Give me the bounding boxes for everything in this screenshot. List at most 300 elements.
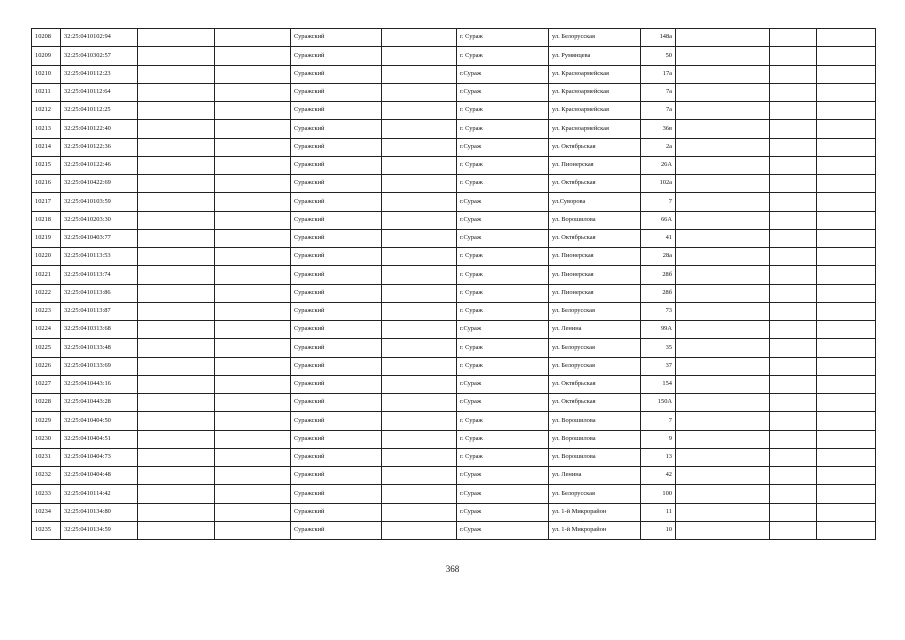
cell-district: Суражский: [291, 102, 382, 120]
cell-street: ул. Пионерская: [549, 266, 641, 284]
cell-empty-col-3: [138, 485, 215, 503]
cell-empty-col-10: [676, 412, 770, 430]
cell-empty-col-10: [676, 467, 770, 485]
cell-locality: г.Сураж: [457, 375, 549, 393]
cell-locality: г. Сураж: [457, 412, 549, 430]
cell-house-number: 11: [641, 503, 676, 521]
cell-street: ул. Пионерская: [549, 284, 641, 302]
table-row: [32, 175, 876, 193]
property-register-table: [31, 28, 876, 540]
cell-house-number: 7а: [641, 83, 676, 101]
table-row: [32, 29, 876, 47]
cell-empty-col-10: [676, 29, 770, 47]
cell-empty-col-11: [770, 467, 817, 485]
cell-district: Суражский: [291, 229, 382, 247]
cell-empty-col-3: [138, 138, 215, 156]
cell-empty-col-11: [770, 521, 817, 539]
cell-empty-col-12: [817, 156, 876, 174]
cell-empty-col-3: [138, 193, 215, 211]
cell-empty-col-6: [382, 47, 457, 65]
cell-district: Суражский: [291, 193, 382, 211]
cell-district: Суражский: [291, 65, 382, 83]
table-row: [32, 156, 876, 174]
cell-district: Суражский: [291, 430, 382, 448]
cell-empty-col-12: [817, 394, 876, 412]
cell-district: Суражский: [291, 284, 382, 302]
cell-empty-col-4: [215, 521, 291, 539]
table-row: [32, 83, 876, 101]
cell-record-number: 10230: [32, 430, 61, 448]
cell-street: ул. Красноармейская: [549, 83, 641, 101]
cell-empty-col-10: [676, 394, 770, 412]
cell-empty-col-3: [138, 229, 215, 247]
cell-house-number: 73: [641, 302, 676, 320]
cell-empty-col-6: [382, 248, 457, 266]
cell-empty-col-12: [817, 284, 876, 302]
cell-district: Суражский: [291, 248, 382, 266]
cell-district: Суражский: [291, 120, 382, 138]
cell-record-number: 10212: [32, 102, 61, 120]
cell-record-number: 10235: [32, 521, 61, 539]
cell-house-number: 26А: [641, 156, 676, 174]
cell-empty-col-12: [817, 211, 876, 229]
cell-cadastral-number: 32:25:0410122:46: [61, 156, 138, 174]
cell-cadastral-number: 32:25:0410113:74: [61, 266, 138, 284]
cell-empty-col-6: [382, 229, 457, 247]
cell-cadastral-number: 32:25:0410102:94: [61, 29, 138, 47]
cell-empty-col-6: [382, 430, 457, 448]
cell-empty-col-3: [138, 394, 215, 412]
table-row: [32, 229, 876, 247]
cell-empty-col-12: [817, 120, 876, 138]
cell-cadastral-number: 32:25:0410404:50: [61, 412, 138, 430]
cell-locality: г. Сураж: [457, 430, 549, 448]
cell-record-number: 10233: [32, 485, 61, 503]
cell-cadastral-number: 32:25:0410302:57: [61, 47, 138, 65]
cell-house-number: 50: [641, 47, 676, 65]
cell-record-number: 10223: [32, 302, 61, 320]
cell-street: ул. Белорусская: [549, 357, 641, 375]
cell-empty-col-11: [770, 375, 817, 393]
cell-empty-col-4: [215, 485, 291, 503]
cell-empty-col-6: [382, 394, 457, 412]
cell-street: ул. Ворошилова: [549, 412, 641, 430]
cell-district: Суражский: [291, 521, 382, 539]
cell-district: Суражский: [291, 467, 382, 485]
cell-cadastral-number: 32:25:0410112:23: [61, 65, 138, 83]
cell-locality: г.Сураж: [457, 485, 549, 503]
cell-empty-col-4: [215, 503, 291, 521]
cell-empty-col-4: [215, 467, 291, 485]
cell-locality: г.Сураж: [457, 83, 549, 101]
cell-empty-col-4: [215, 248, 291, 266]
cell-empty-col-11: [770, 229, 817, 247]
cell-house-number: 102а: [641, 175, 676, 193]
cell-empty-col-3: [138, 156, 215, 174]
cell-empty-col-12: [817, 302, 876, 320]
cell-empty-col-10: [676, 339, 770, 357]
cell-empty-col-11: [770, 193, 817, 211]
cell-empty-col-11: [770, 302, 817, 320]
cell-street: ул. 1-й Микрорайон: [549, 503, 641, 521]
cell-empty-col-12: [817, 65, 876, 83]
cell-cadastral-number: 32:25:0410113:87: [61, 302, 138, 320]
cell-house-number: 154: [641, 375, 676, 393]
cell-locality: г. Сураж: [457, 248, 549, 266]
cell-district: Суражский: [291, 321, 382, 339]
cell-record-number: 10210: [32, 65, 61, 83]
cell-empty-col-12: [817, 248, 876, 266]
cell-empty-col-11: [770, 357, 817, 375]
table-row: [32, 339, 876, 357]
cell-empty-col-12: [817, 430, 876, 448]
cell-locality: г. Сураж: [457, 302, 549, 320]
cell-street: ул. Красноармейская: [549, 102, 641, 120]
cell-empty-col-3: [138, 448, 215, 466]
cell-empty-col-4: [215, 339, 291, 357]
cell-empty-col-12: [817, 266, 876, 284]
cell-empty-col-3: [138, 339, 215, 357]
cell-street: ул. Красноармейская: [549, 65, 641, 83]
cell-cadastral-number: 32:25:0410122:40: [61, 120, 138, 138]
cell-cadastral-number: 32:25:0410443:28: [61, 394, 138, 412]
cell-house-number: 66А: [641, 211, 676, 229]
cell-empty-col-12: [817, 503, 876, 521]
cell-empty-col-11: [770, 175, 817, 193]
cell-empty-col-12: [817, 485, 876, 503]
cell-house-number: 148а: [641, 29, 676, 47]
cell-street: ул. Белорусская: [549, 485, 641, 503]
cell-empty-col-4: [215, 394, 291, 412]
cell-empty-col-12: [817, 521, 876, 539]
cell-locality: г.Сураж: [457, 467, 549, 485]
cell-cadastral-number: 32:25:0410133:48: [61, 339, 138, 357]
cell-empty-col-10: [676, 193, 770, 211]
cell-house-number: 100: [641, 485, 676, 503]
cell-empty-col-4: [215, 47, 291, 65]
cell-empty-col-10: [676, 83, 770, 101]
cell-record-number: 10208: [32, 29, 61, 47]
cell-cadastral-number: 32:25:0410134:59: [61, 521, 138, 539]
table-row: [32, 521, 876, 539]
cell-district: Суражский: [291, 175, 382, 193]
cell-empty-col-10: [676, 521, 770, 539]
cell-empty-col-4: [215, 29, 291, 47]
cell-empty-col-4: [215, 175, 291, 193]
cell-street: ул. Белорусская: [549, 339, 641, 357]
cell-empty-col-12: [817, 175, 876, 193]
cell-street: ул. Ворошилова: [549, 211, 641, 229]
cell-empty-col-6: [382, 266, 457, 284]
cell-empty-col-4: [215, 229, 291, 247]
page-number: 368: [445, 564, 460, 574]
cell-district: Суражский: [291, 156, 382, 174]
cell-cadastral-number: 32:25:0410422:69: [61, 175, 138, 193]
cell-record-number: 10224: [32, 321, 61, 339]
cell-locality: г. Сураж: [457, 120, 549, 138]
cell-empty-col-6: [382, 503, 457, 521]
cell-empty-col-12: [817, 102, 876, 120]
cell-empty-col-12: [817, 138, 876, 156]
cell-empty-col-10: [676, 120, 770, 138]
cell-empty-col-3: [138, 503, 215, 521]
cell-cadastral-number: 32:25:0410404:51: [61, 430, 138, 448]
cell-empty-col-10: [676, 284, 770, 302]
cell-empty-col-6: [382, 29, 457, 47]
cell-street: ул.Суворова: [549, 193, 641, 211]
cell-empty-col-12: [817, 448, 876, 466]
cell-house-number: 7: [641, 412, 676, 430]
cell-empty-col-10: [676, 229, 770, 247]
cell-empty-col-3: [138, 120, 215, 138]
cell-cadastral-number: 32:25:0410134:80: [61, 503, 138, 521]
cell-street: ул. Белорусская: [549, 302, 641, 320]
cell-empty-col-3: [138, 65, 215, 83]
cell-empty-col-10: [676, 156, 770, 174]
cell-cadastral-number: 32:25:0410114:42: [61, 485, 138, 503]
table-row: [32, 266, 876, 284]
cell-empty-col-12: [817, 47, 876, 65]
cell-empty-col-10: [676, 65, 770, 83]
cell-empty-col-11: [770, 47, 817, 65]
cell-street: ул. Красноармейская: [549, 120, 641, 138]
cell-empty-col-10: [676, 375, 770, 393]
cell-empty-col-6: [382, 83, 457, 101]
cell-locality: г.Сураж: [457, 521, 549, 539]
cell-locality: г. Сураж: [457, 47, 549, 65]
cell-empty-col-3: [138, 521, 215, 539]
cell-empty-col-3: [138, 175, 215, 193]
cell-empty-col-11: [770, 430, 817, 448]
cell-empty-col-12: [817, 229, 876, 247]
cell-empty-col-6: [382, 138, 457, 156]
cell-record-number: 10219: [32, 229, 61, 247]
cell-district: Суражский: [291, 266, 382, 284]
cell-empty-col-12: [817, 321, 876, 339]
table-row: [32, 321, 876, 339]
cell-record-number: 10217: [32, 193, 61, 211]
cell-record-number: 10209: [32, 47, 61, 65]
cell-record-number: 10215: [32, 156, 61, 174]
cell-empty-col-4: [215, 65, 291, 83]
cell-empty-col-10: [676, 211, 770, 229]
cell-record-number: 10214: [32, 138, 61, 156]
cell-empty-col-6: [382, 357, 457, 375]
cell-empty-col-4: [215, 430, 291, 448]
cell-empty-col-6: [382, 156, 457, 174]
table-row: [32, 302, 876, 320]
cell-empty-col-4: [215, 266, 291, 284]
table-row: [32, 211, 876, 229]
cell-empty-col-4: [215, 375, 291, 393]
cell-record-number: 10227: [32, 375, 61, 393]
cell-house-number: 150А: [641, 394, 676, 412]
cell-empty-col-10: [676, 47, 770, 65]
cell-locality: г. Сураж: [457, 156, 549, 174]
cell-street: ул. Октябрьская: [549, 175, 641, 193]
cell-locality: г. Сураж: [457, 339, 549, 357]
table-row: [32, 412, 876, 430]
cell-street: ул. Румянцева: [549, 47, 641, 65]
cell-record-number: 10213: [32, 120, 61, 138]
cell-empty-col-4: [215, 302, 291, 320]
cell-empty-col-10: [676, 138, 770, 156]
table-row: [32, 138, 876, 156]
cell-empty-col-6: [382, 412, 457, 430]
cell-record-number: 10231: [32, 448, 61, 466]
cell-empty-col-10: [676, 248, 770, 266]
cell-street: ул. Пионерская: [549, 248, 641, 266]
cell-street: ул. Пионерская: [549, 156, 641, 174]
cell-empty-col-4: [215, 156, 291, 174]
cell-district: Суражский: [291, 448, 382, 466]
cell-empty-col-12: [817, 357, 876, 375]
cell-empty-col-11: [770, 248, 817, 266]
register-sheet: [31, 28, 875, 540]
cell-empty-col-6: [382, 120, 457, 138]
cell-street: ул. Октябрьская: [549, 138, 641, 156]
cell-empty-col-3: [138, 321, 215, 339]
cell-street: ул. Ворошилова: [549, 448, 641, 466]
cell-record-number: 10232: [32, 467, 61, 485]
cell-empty-col-11: [770, 102, 817, 120]
cell-empty-col-11: [770, 448, 817, 466]
cell-empty-col-3: [138, 412, 215, 430]
cell-empty-col-11: [770, 485, 817, 503]
table-row: [32, 65, 876, 83]
table-body: [32, 29, 876, 540]
cell-empty-col-3: [138, 211, 215, 229]
cell-cadastral-number: 32:25:0410403:77: [61, 229, 138, 247]
table-row: [32, 193, 876, 211]
cell-cadastral-number: 32:25:0410122:36: [61, 138, 138, 156]
cell-empty-col-6: [382, 193, 457, 211]
cell-empty-col-11: [770, 503, 817, 521]
cell-empty-col-12: [817, 193, 876, 211]
cell-empty-col-6: [382, 321, 457, 339]
cell-locality: г.Сураж: [457, 394, 549, 412]
table-row: [32, 47, 876, 65]
cell-cadastral-number: 32:25:0410443:16: [61, 375, 138, 393]
cell-empty-col-3: [138, 302, 215, 320]
cell-house-number: 28б: [641, 284, 676, 302]
cell-house-number: 17а: [641, 65, 676, 83]
cell-street: ул. Октябрьская: [549, 375, 641, 393]
cell-district: Суражский: [291, 375, 382, 393]
cell-empty-col-11: [770, 211, 817, 229]
cell-empty-col-11: [770, 339, 817, 357]
cell-empty-col-6: [382, 521, 457, 539]
cell-cadastral-number: 32:25:0410404:73: [61, 448, 138, 466]
cell-district: Суражский: [291, 29, 382, 47]
cell-street: ул. Октябрьская: [549, 394, 641, 412]
cell-empty-col-6: [382, 175, 457, 193]
cell-street: ул. Ленина: [549, 321, 641, 339]
cell-empty-col-4: [215, 120, 291, 138]
cell-house-number: 41: [641, 229, 676, 247]
cell-empty-col-6: [382, 375, 457, 393]
cell-empty-col-10: [676, 448, 770, 466]
cell-empty-col-3: [138, 47, 215, 65]
cell-empty-col-4: [215, 138, 291, 156]
cell-empty-col-11: [770, 412, 817, 430]
cell-empty-col-12: [817, 412, 876, 430]
cell-district: Суражский: [291, 357, 382, 375]
cell-empty-col-4: [215, 193, 291, 211]
cell-district: Суражский: [291, 339, 382, 357]
cell-empty-col-4: [215, 412, 291, 430]
table-row: [32, 120, 876, 138]
cell-empty-col-6: [382, 302, 457, 320]
cell-cadastral-number: 32:25:0410112:25: [61, 102, 138, 120]
cell-house-number: 35: [641, 339, 676, 357]
cell-locality: г. Сураж: [457, 102, 549, 120]
cell-district: Суражский: [291, 485, 382, 503]
cell-empty-col-10: [676, 321, 770, 339]
cell-empty-col-3: [138, 284, 215, 302]
cell-locality: г.Сураж: [457, 503, 549, 521]
cell-empty-col-3: [138, 467, 215, 485]
cell-street: ул. Октябрьская: [549, 229, 641, 247]
cell-locality: г.Сураж: [457, 211, 549, 229]
cell-record-number: 10228: [32, 394, 61, 412]
cell-locality: г. Сураж: [457, 29, 549, 47]
cell-record-number: 10226: [32, 357, 61, 375]
cell-empty-col-11: [770, 138, 817, 156]
cell-district: Суражский: [291, 47, 382, 65]
cell-empty-col-11: [770, 29, 817, 47]
table-row: [32, 485, 876, 503]
table-row: [32, 448, 876, 466]
cell-empty-col-11: [770, 284, 817, 302]
cell-empty-col-10: [676, 175, 770, 193]
table-row: [32, 284, 876, 302]
cell-house-number: 36в: [641, 120, 676, 138]
cell-record-number: 10225: [32, 339, 61, 357]
cell-district: Суражский: [291, 412, 382, 430]
cell-empty-col-12: [817, 375, 876, 393]
cell-empty-col-4: [215, 321, 291, 339]
table-row: [32, 503, 876, 521]
cell-empty-col-4: [215, 83, 291, 101]
cell-empty-col-3: [138, 266, 215, 284]
cell-cadastral-number: 32:25:0410313:68: [61, 321, 138, 339]
cell-empty-col-11: [770, 83, 817, 101]
cell-empty-col-10: [676, 503, 770, 521]
cell-empty-col-3: [138, 29, 215, 47]
cell-empty-col-4: [215, 357, 291, 375]
cell-district: Суражский: [291, 211, 382, 229]
cell-district: Суражский: [291, 394, 382, 412]
cell-empty-col-10: [676, 266, 770, 284]
cell-empty-col-3: [138, 248, 215, 266]
table-row: [32, 248, 876, 266]
cell-district: Суражский: [291, 503, 382, 521]
cell-empty-col-3: [138, 83, 215, 101]
cell-district: Суражский: [291, 83, 382, 101]
cell-empty-col-6: [382, 448, 457, 466]
cell-record-number: 10218: [32, 211, 61, 229]
cell-empty-col-4: [215, 448, 291, 466]
cell-district: Суражский: [291, 302, 382, 320]
cell-cadastral-number: 32:25:0410112:64: [61, 83, 138, 101]
cell-house-number: 7а: [641, 102, 676, 120]
cell-house-number: 13: [641, 448, 676, 466]
table-row: [32, 430, 876, 448]
cell-record-number: 10229: [32, 412, 61, 430]
table-row: [32, 375, 876, 393]
cell-record-number: 10222: [32, 284, 61, 302]
